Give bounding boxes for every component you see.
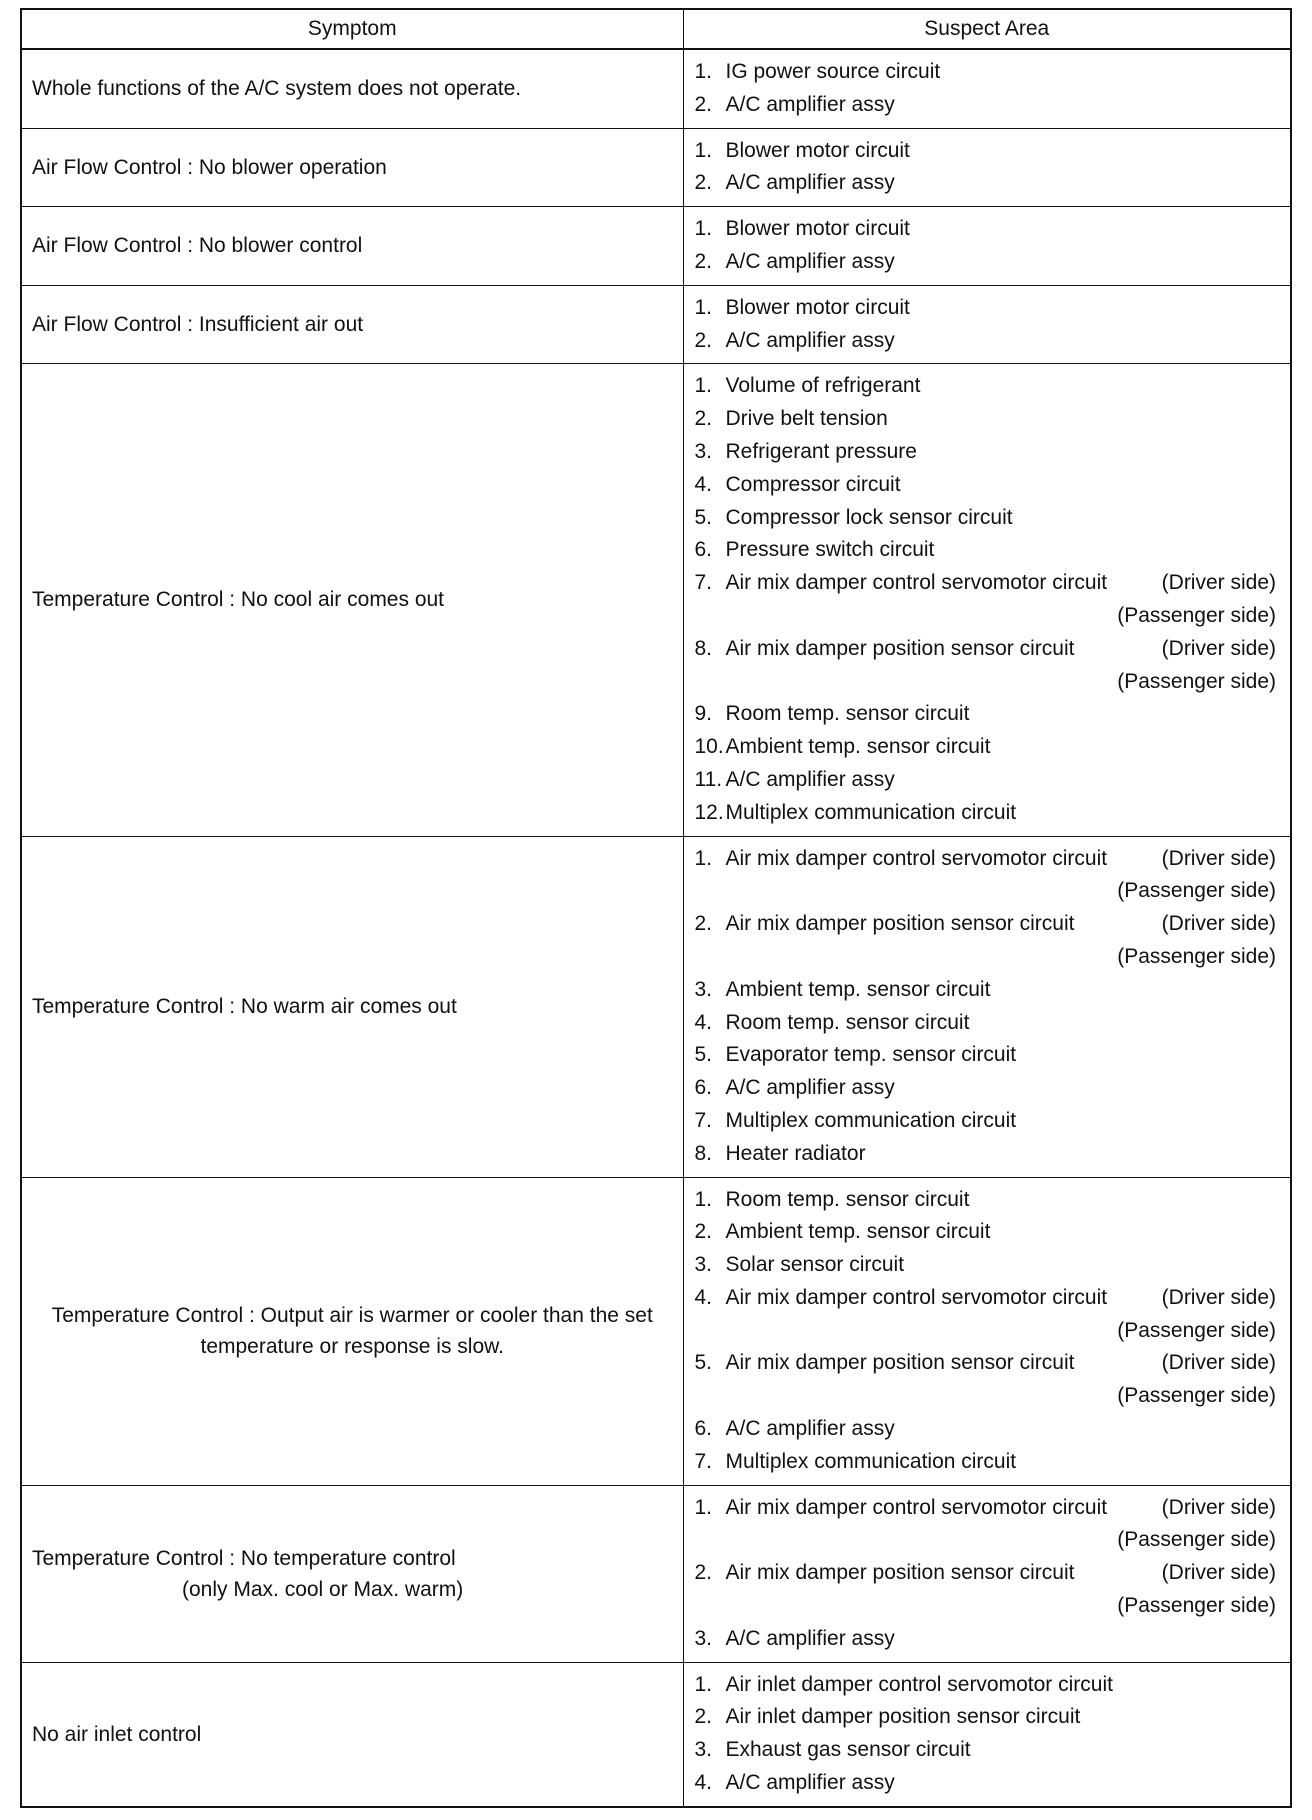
table-row — [21, 207, 1291, 286]
side-note: (Passenger side) — [1117, 879, 1276, 903]
side-note: (Passenger side) — [1117, 1384, 1276, 1408]
item-label — [695, 1669, 1113, 1702]
item-number: 7. — [694, 1449, 713, 1473]
item-label — [695, 1701, 1081, 1734]
symptom-text: No air inlet control — [32, 1722, 202, 1746]
list-item — [695, 1105, 1277, 1138]
item-number: 8. — [694, 1141, 713, 1165]
item-text: Pressure switch circuit — [725, 538, 935, 562]
item-text: Blower motor circuit — [725, 295, 910, 319]
item-text: Blower motor circuit — [725, 138, 910, 162]
list-item — [695, 213, 1277, 246]
item-label — [695, 246, 895, 279]
item-number: 1. — [694, 846, 713, 870]
list-item — [695, 325, 1277, 358]
item-label — [695, 843, 1108, 876]
item-text: Air mix damper control servomotor circuit — [725, 1285, 1108, 1309]
item-text: Ambient temp. sensor circuit — [725, 977, 991, 1001]
item-text: Blower motor circuit — [725, 217, 910, 241]
item-text: A/C amplifier assy — [725, 767, 895, 791]
item-label — [695, 167, 895, 200]
symptom-text: Air Flow Control : No blower operation — [32, 155, 387, 179]
side-note: (Driver side) — [1161, 846, 1276, 870]
item-number: 2. — [694, 912, 713, 936]
list-item — [695, 908, 1277, 941]
item-text: Volume of refrigerant — [725, 374, 921, 398]
item-number: 2. — [694, 171, 713, 195]
item-number: 3. — [694, 439, 713, 463]
item-label — [695, 502, 1013, 535]
item-label — [695, 1767, 895, 1800]
item-label — [695, 469, 901, 502]
side-note: (Passenger side) — [1117, 944, 1276, 968]
item-text: Ambient temp. sensor circuit — [725, 1220, 991, 1244]
list-item — [695, 764, 1277, 797]
suspect-area-cell — [683, 1662, 1291, 1807]
list-item — [695, 974, 1277, 1007]
list-item — [695, 436, 1277, 469]
item-number: 2. — [694, 1705, 713, 1729]
suspect-area-cell — [683, 49, 1291, 128]
item-label — [695, 292, 910, 325]
list-item — [695, 370, 1277, 403]
list-item — [695, 1734, 1277, 1767]
item-text: Compressor circuit — [725, 472, 901, 496]
item-number: 2. — [694, 1561, 713, 1585]
item-number: 1. — [694, 60, 713, 83]
item-text: Room temp. sensor circuit — [725, 702, 970, 726]
item-text: Compressor lock sensor circuit — [725, 505, 1013, 529]
list-item — [695, 797, 1277, 830]
item-label — [695, 56, 941, 89]
item-text: Multiplex communication circuit — [725, 1449, 1017, 1473]
item-label — [695, 213, 910, 246]
item-number: 1. — [694, 1187, 713, 1211]
item-label — [695, 731, 991, 764]
list-item — [695, 1557, 1277, 1590]
list-item-continuation — [695, 1590, 1277, 1623]
item-text: A/C amplifier assy — [725, 249, 895, 273]
item-text: Air mix damper control servomotor circuit — [725, 846, 1108, 870]
item-label — [695, 1282, 1108, 1315]
list-item — [695, 567, 1277, 600]
item-text: A/C amplifier assy — [725, 328, 895, 352]
side-note: (Driver side) — [1161, 1351, 1276, 1375]
symptom-text: (only Max. cool or Max. warm) — [182, 1577, 464, 1601]
item-number: 2. — [694, 92, 713, 116]
item-number: 4. — [694, 1010, 713, 1034]
item-text: A/C amplifier assy — [725, 1417, 895, 1441]
symptom-table — [20, 8, 1292, 1808]
item-number: 2. — [694, 328, 713, 352]
symptom-cell — [21, 207, 683, 286]
item-text: Drive belt tension — [725, 407, 888, 431]
side-note: (Driver side) — [1161, 1495, 1276, 1519]
item-number: 5. — [694, 1351, 713, 1375]
symptom-header: Symptom — [21, 9, 683, 49]
suspect-area-cell — [683, 128, 1291, 207]
table-row — [21, 1662, 1291, 1807]
item-text: Heater radiator — [725, 1141, 866, 1165]
item-text: A/C amplifier assy — [725, 1626, 895, 1650]
suspect-area-cell — [683, 836, 1291, 1177]
item-label — [695, 403, 888, 436]
item-label — [695, 1492, 1108, 1525]
item-text: A/C amplifier assy — [725, 171, 895, 195]
item-label — [695, 135, 910, 168]
item-number: 1. — [694, 217, 713, 241]
list-item — [695, 469, 1277, 502]
item-label — [695, 1249, 905, 1282]
item-number: 6. — [694, 1417, 713, 1441]
list-item — [695, 1282, 1277, 1315]
item-label — [695, 1557, 1075, 1590]
item-text: Air inlet damper control servomotor circuit — [725, 1672, 1113, 1696]
item-number: 11. — [694, 767, 723, 791]
item-label — [695, 1446, 1017, 1479]
item-number: 4. — [694, 472, 713, 496]
side-note: (Driver side) — [1161, 636, 1276, 660]
list-item-continuation — [695, 1524, 1277, 1557]
item-label — [695, 1734, 971, 1767]
item-text: Air mix damper control servomotor circuit — [725, 571, 1108, 595]
header-row — [21, 9, 1291, 49]
suspect-area-cell — [683, 285, 1291, 364]
list-item-continuation — [695, 666, 1277, 699]
item-number: 7. — [694, 571, 713, 595]
item-label — [695, 633, 1075, 666]
item-label — [695, 1007, 970, 1040]
item-text: Room temp. sensor circuit — [725, 1010, 970, 1034]
item-label — [695, 1413, 895, 1446]
item-text: Multiplex communication circuit — [725, 1108, 1017, 1132]
item-text: Air mix damper position sensor circuit — [725, 636, 1075, 660]
list-item — [695, 1216, 1277, 1249]
symptom-text: Air Flow Control : No blower control — [32, 234, 363, 258]
item-number: 5. — [694, 505, 713, 529]
suspect-area-cell — [683, 207, 1291, 286]
list-item — [695, 633, 1277, 666]
item-number: 10. — [694, 735, 724, 759]
item-number: 5. — [694, 1043, 713, 1067]
suspect-area-cell — [683, 1485, 1291, 1662]
symptom-cell — [21, 1177, 683, 1485]
list-item-continuation — [695, 941, 1277, 974]
item-label — [695, 1623, 895, 1656]
list-item — [695, 1492, 1277, 1525]
item-label — [695, 370, 921, 403]
list-item — [695, 1072, 1277, 1105]
list-item — [695, 1039, 1277, 1072]
symptom-cell — [21, 1485, 683, 1662]
list-item — [695, 534, 1277, 567]
table-row — [21, 836, 1291, 1177]
item-number: 1. — [694, 1672, 713, 1696]
list-item — [695, 1701, 1277, 1734]
symptom-cell — [21, 285, 683, 364]
side-note: (Driver side) — [1161, 1285, 1276, 1309]
list-item — [695, 1623, 1277, 1656]
item-text: A/C amplifier assy — [725, 1771, 895, 1795]
list-item — [695, 1138, 1277, 1171]
symptom-cell — [21, 49, 683, 128]
item-text: Air mix damper position sensor circuit — [725, 1561, 1075, 1585]
table-row — [21, 128, 1291, 207]
list-item — [695, 731, 1277, 764]
item-number: 2. — [694, 1220, 713, 1244]
item-text: Air mix damper control servomotor circuit — [725, 1495, 1108, 1519]
item-text: Air mix damper position sensor circuit — [725, 1351, 1075, 1375]
item-number: 3. — [694, 1738, 713, 1762]
list-item — [695, 1413, 1277, 1446]
item-label — [695, 89, 895, 122]
symptom-text: Air Flow Control : Insufficient air out — [32, 313, 364, 337]
symptom-text: temperature or response is slow. — [200, 1335, 504, 1359]
list-item — [695, 698, 1277, 731]
list-item-continuation — [695, 875, 1277, 908]
item-label — [695, 436, 917, 469]
item-text: Air mix damper position sensor circuit — [725, 912, 1075, 936]
item-text: Refrigerant pressure — [725, 439, 917, 463]
list-item — [695, 1347, 1277, 1380]
side-note: (Passenger side) — [1117, 669, 1276, 693]
item-text: Solar sensor circuit — [725, 1253, 905, 1277]
item-text: Ambient temp. sensor circuit — [725, 735, 991, 759]
item-label — [695, 1138, 866, 1171]
list-item-continuation — [695, 600, 1277, 633]
symptom-text: Temperature Control : No warm air comes out — [32, 995, 457, 1019]
symptom-cell — [21, 836, 683, 1177]
item-label — [695, 567, 1108, 600]
symptom-text: Whole functions of the A/C system does not operate. — [32, 77, 522, 101]
item-label — [695, 1039, 1017, 1072]
table-row — [21, 364, 1291, 836]
item-text: A/C amplifier assy — [725, 1076, 895, 1100]
suspect-area-header: Suspect Area — [683, 9, 1291, 49]
item-number: 3. — [694, 977, 713, 1001]
item-label — [695, 1184, 970, 1217]
list-item — [695, 502, 1277, 535]
item-number: 3. — [694, 1626, 713, 1650]
symptom-cell — [21, 1662, 683, 1807]
item-number: 2. — [694, 407, 713, 431]
item-text: Room temp. sensor circuit — [725, 1187, 970, 1211]
item-number: 3. — [694, 1253, 713, 1277]
list-item — [695, 1184, 1277, 1217]
side-note: (Driver side) — [1161, 571, 1276, 595]
list-item — [695, 167, 1277, 200]
side-note: (Passenger side) — [1117, 1528, 1276, 1552]
symptom-text: Temperature Control : No temperature control — [32, 1546, 456, 1570]
list-item — [695, 56, 1277, 89]
list-item — [695, 1669, 1277, 1702]
item-text: Exhaust gas sensor circuit — [725, 1738, 971, 1762]
list-item-continuation — [695, 1380, 1277, 1413]
item-label — [695, 325, 895, 358]
item-label — [695, 534, 935, 567]
list-item-continuation — [695, 1315, 1277, 1348]
item-text: A/C amplifier assy — [725, 92, 895, 116]
list-item — [695, 1249, 1277, 1282]
item-text: Multiplex communication circuit — [725, 800, 1017, 824]
side-note: (Passenger side) — [1117, 1594, 1276, 1618]
table-row — [21, 49, 1291, 128]
item-number: 2. — [694, 249, 713, 273]
item-label — [695, 1347, 1075, 1380]
side-note: (Passenger side) — [1117, 1318, 1276, 1342]
item-number: 4. — [694, 1285, 713, 1309]
item-label — [695, 698, 970, 731]
table-row — [21, 1177, 1291, 1485]
list-item — [695, 89, 1277, 122]
item-label — [695, 1216, 991, 1249]
item-number: 8. — [694, 636, 713, 660]
list-item — [695, 843, 1277, 876]
list-item — [695, 292, 1277, 325]
symptom-text: Temperature Control : Output air is warmer or cooler than the set — [51, 1304, 653, 1328]
item-number: 1. — [694, 374, 713, 398]
item-label — [695, 1105, 1017, 1138]
item-label — [695, 974, 991, 1007]
suspect-area-cell — [683, 1177, 1291, 1485]
item-number: 7. — [694, 1108, 713, 1132]
list-item — [695, 246, 1277, 279]
side-note: (Driver side) — [1161, 1561, 1276, 1585]
item-number: 1. — [694, 1495, 713, 1519]
side-note: (Passenger side) — [1117, 603, 1276, 627]
symptom-text: Temperature Control : No cool air comes out — [32, 588, 445, 612]
item-text: Air inlet damper position sensor circuit — [725, 1705, 1081, 1729]
symptom-cell — [21, 364, 683, 836]
item-label — [695, 908, 1075, 941]
table-row — [21, 285, 1291, 364]
item-number: 12. — [694, 800, 724, 824]
list-item — [695, 1767, 1277, 1800]
symptom-cell — [21, 128, 683, 207]
suspect-area-cell — [683, 364, 1291, 836]
item-number: 6. — [694, 538, 713, 562]
table-body — [21, 49, 1291, 1807]
item-number: 1. — [694, 295, 713, 319]
item-number: 9. — [694, 702, 713, 726]
list-item — [695, 1007, 1277, 1040]
item-number: 6. — [694, 1076, 713, 1100]
list-item — [695, 135, 1277, 168]
item-label — [695, 1072, 895, 1105]
item-label — [695, 764, 895, 797]
side-note: (Driver side) — [1161, 912, 1276, 936]
list-item — [695, 403, 1277, 436]
item-text: Evaporator temp. sensor circuit — [725, 1043, 1017, 1067]
item-label — [695, 797, 1017, 830]
table-row — [21, 1485, 1291, 1662]
item-number: 1. — [694, 138, 713, 162]
item-text: IG power source circuit — [725, 60, 941, 83]
list-item — [695, 1446, 1277, 1479]
item-number: 4. — [694, 1771, 713, 1795]
